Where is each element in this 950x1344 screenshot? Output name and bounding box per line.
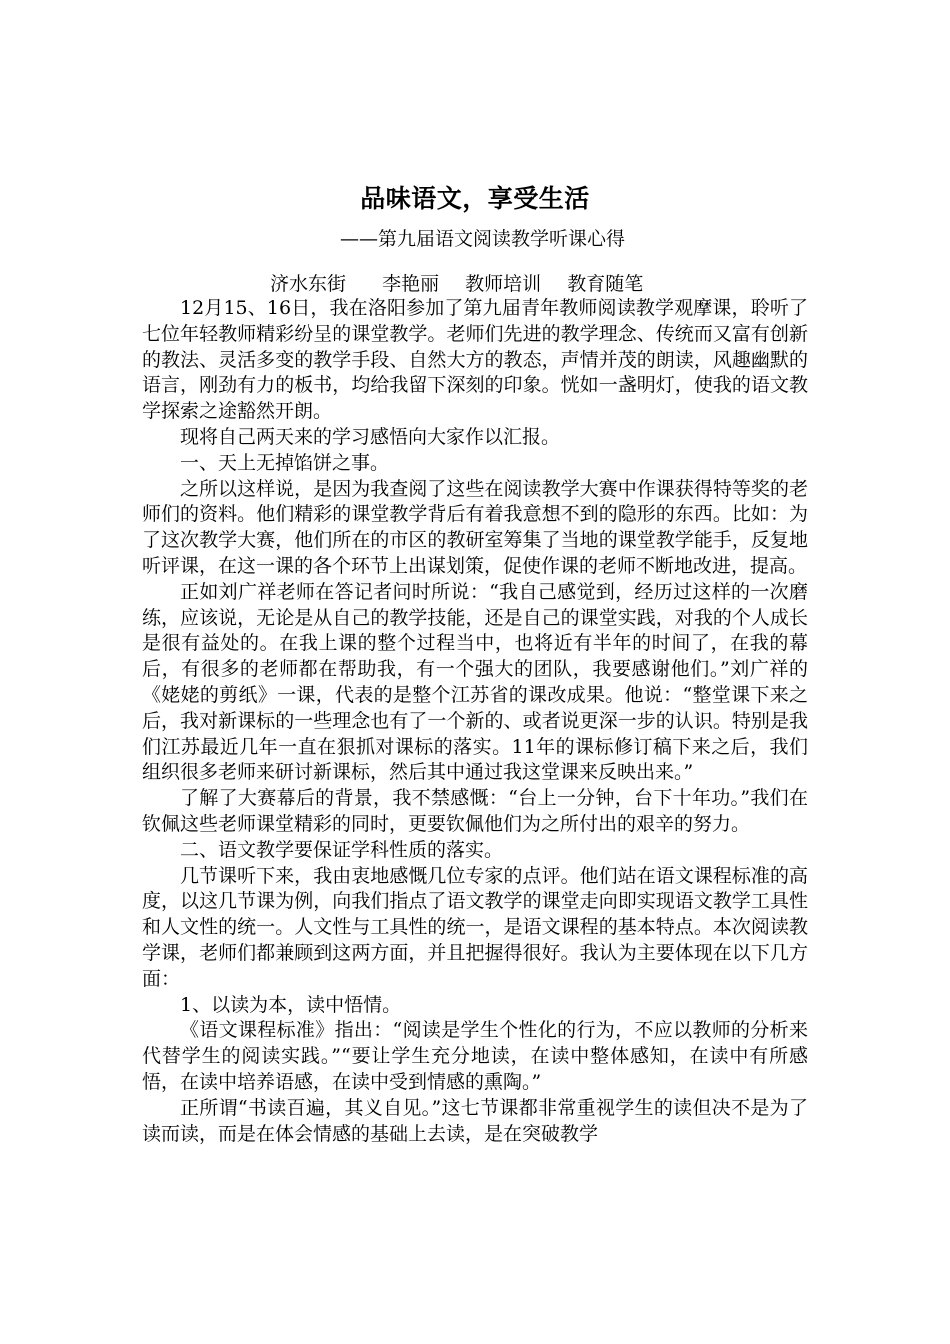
document-title: 品味语文，享受生活 [360, 184, 590, 213]
paragraph: 正如刘广祥老师在答记者问时所说：“我自己感觉到，经历过这样的一次磨练，应该说，无论是从自己的教学技能，还是自己的课堂实践，对我的个人成长是很有益处的。在我上课的整个过程当中，也将近有半年的时间了，在我的幕后，有很多的老师都在帮助我，有一个强大的团队，我要感谢他们。”刘广祥的《姥姥的剪纸》一课，代表的是整个江苏省的课改成果。他说：“整堂课下来之后，我对新课标的一些理念也有了一个新的、或者说更深一步的认识。特别是我们江苏最近几年一直在狠抓对课标的落实。11年的课标修订稿下来之后，我们组织很多老师来研讨新课标，然后其中通过我这堂课来反映出来。” [142, 580, 808, 784]
byline-author: 李艳丽 [382, 273, 440, 295]
subsection-heading-1: 1、以读为本，读中悟情。 [180, 993, 402, 1016]
paragraph: 正所谓“书读百遍，其义自见。”这七节课都非常重视学生的读但决不是为了读而读，而是在体会情感的基础上去读，是在突破教学 [142, 1096, 808, 1145]
paragraph: 之所以这样说，是因为我查阅了这些在阅读教学大赛中作课获得特等奖的老师们的资料。他们精彩的课堂教学背后有着我意想不到的隐形的东西。比如：为了这次教学大赛，他们所在的市区的教研室筹集了当地的课堂教学能手，反复地听评课，在这一课的各个环节上出谋划策，促使作课的老师不断地改进，提高。 [142, 477, 808, 577]
paragraph: 几节课听下来，我由衷地感慨几位专家的点评。他们站在语文课程标准的高度，以这几节课为例，向我们指点了语文教学的课堂走向即实现语文教学工具性和人文性的统一。人文性与工具性的统一，是语文课程的基本特点。本次阅读教学课，老师们都兼顾到这两方面，并且把握得很好。我认为主要体现在以下几方面： [142, 864, 808, 990]
document-subtitle: ——第九届语文阅读教学听课心得 [340, 228, 626, 250]
paragraph: 《语文课程标准》指出：“阅读是学生个性化的行为，不应以教师的分析来代替学生的阅读实践。”“要让学生充分地读，在读中整体感知，在读中有所感悟，在读中培养语感，在读中受到情感的熏陶。” [142, 1019, 808, 1093]
byline-source: 济水东街 [270, 273, 347, 295]
paragraph: 12月15、16日，我在洛阳参加了第九届青年教师阅读教学观摩课，聆听了七位年轻教师精彩纷呈的课堂教学。老师们先进的教学理念、传统而又富有创新的教法、灵活多变的教学手段、自然大方的教态，声情并茂的朗读，风趣幽默的语言，刚劲有力的板书，均给我留下深刻的印象。恍如一盏明灯，使我的语文教学探索之途豁然开朗。 [142, 297, 808, 423]
byline-category-2: 教育随笔 [567, 273, 644, 295]
byline [270, 271, 663, 297]
byline-category-1: 教师培训 [465, 273, 542, 295]
document-page [142, 0, 808, 1344]
section-heading-2: 二、语文教学要保证学科性质的落实。 [180, 838, 504, 861]
section-heading-1: 一、天上无掉馅饼之事。 [180, 451, 390, 474]
paragraph: 现将自己两天来的学习感悟向大家作以汇报。 [180, 425, 561, 448]
paragraph: 了解了大赛幕后的背景，我不禁感慨：“台上一分钟，台下十年功。”我们在钦佩这些老师课堂精彩的同时，更要钦佩他们为之所付出的艰辛的努力。 [142, 787, 808, 835]
article-body [142, 296, 808, 1147]
